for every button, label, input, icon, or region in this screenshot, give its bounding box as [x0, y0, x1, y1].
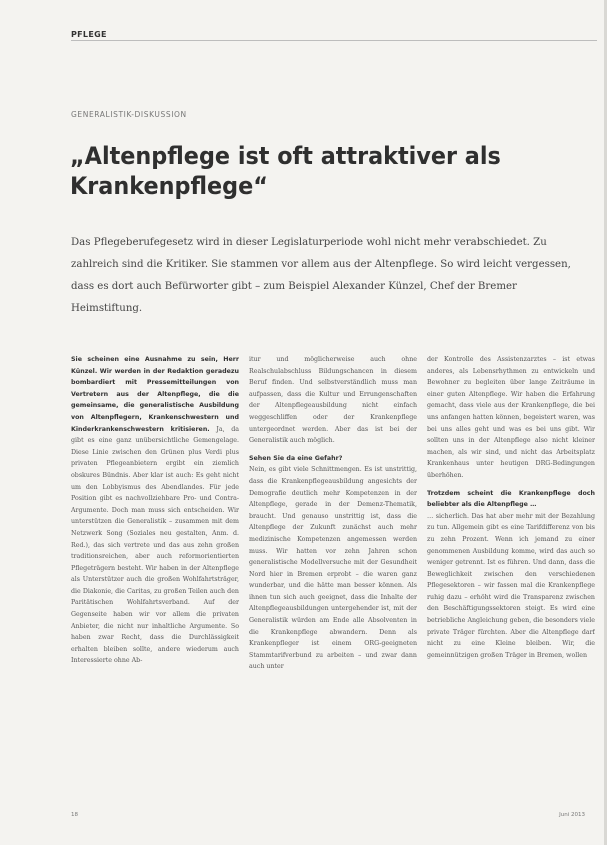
column-1	[71, 354, 239, 810]
interview-question: Sie scheinen eine Ausnahme zu sein, Herr Künzel. Wir werden in der Redaktion geradezu bombardiert mit Pressemitteilungen von Vertretern aus der Altenpflege, die die gemeinsame, die generalistische Ausbildung von Altenpflegern, Krankenschwestern und Kinderkrankenschwestern kritisieren.	[71, 356, 239, 433]
column-2	[249, 354, 417, 810]
article-headline: „Altenpflege ist oft attraktiver als Krankenpflege“	[70, 142, 501, 200]
interview-answer: Ja, da gibt es eine ganz unübersichtliche Gemengelage. Diese Linie zwischen den Grünen plus Verdi plus privaten Pflegeanbietern ergibt ein ziemlich obskures Bündnis. Aber klar ist auch: Es geht nicht um den Lobbyismus des Abendlandes. Für jede Position gibt es nachvollziehbare Pro- und Contra-Argumente. Doch man muss sich entscheiden. Wir unterstützen die Generalistik – zusammen mit dem Netzwerk Song (Soziales neu gestalten, Anm. d. Red.), das sich vertrete und das aus zehn großen traditionsreichen, aber auch reformorientierten Pflegeträgern besteht. Wir haben in der Altenpflege als Unterstützer auch die großen Wohlfahrtsträger, die Diakonie, die Caritas, zu großen Teilen auch den Paritätischen Wohlfahrtsverband. Auf der Gegenseite haben wir vor allem die privaten Anbieter, die nicht nur inhaltliche Argumente. So haben zwar Recht, dass die Durchlässigkeit erhalten bleiben sollte, andere wiederum auch Interessierte ohne Ab-	[71, 425, 239, 665]
interview-question: Sehen Sie da eine Gefahr?	[249, 454, 343, 462]
interview-answer: itur und möglicherweise auch ohne Realschulabschluss Bildungschancen in diesem Beruf finden. Und selbstverständlich muss man aufpassen, dass die Kultur und Errungenschaften der Altenpflegeausbildung nicht einfach weggeschliffen oder der Krankenpflege untergeordnet werden. Aber das ist bei der Generalistik auch möglich.	[249, 356, 417, 445]
interview-answer: … sicherlich. Das hat aber mehr mit der Bezahlung zu tun. Allgemein gibt es eine Tarifdifferenz von bis zu zehn Prozent. Wenn ich jemand zu einer genommenen Ausbildung komme, wird das auch so weniger getrennt. Ist es führen. Und dann, dass die Beweglichkeit zwischen den verschiedenen Pflegesektoren – wir fassen mal die Krankenpflege ruhig dazu – erhöht wird die Transparenz zwischen den Beschäftigungssektoren steigt. Es wird eine betriebliche Angleichung geben, die besonders viele private Träger fürchten. Aber die Altenpflege darf nicht zu eine Kleine bleiben. Wir, die gemeinnützigen großen Träger in Bremen, wollen	[427, 512, 595, 659]
article-body	[71, 354, 595, 810]
header-divider	[71, 40, 597, 41]
column-3	[427, 354, 595, 810]
page-footer	[71, 812, 595, 826]
article-kicker: GENERALISTIK-DISKUSSION	[71, 110, 187, 119]
page-header	[0, 0, 607, 40]
interview-answer: der Kontrolle des Assistenzarztes – ist etwas anderes, als Lebensrhythmen zu entwickeln und Bewohner zu begleiten über lange Zeiträume in einer guten Altenpflege. Wir haben die Erfahrung gemacht, dass viele aus der Krankenpflege, die bei uns anfangen hatten können, begeistert waren, was bei uns alles geht und was es bei uns gibt. Wir sollten uns in der Altenpflege also nicht kleiner machen, als wir sind, und nicht das Arbeitsplatz Krankenhaus unter heutigen DRG-Bedingungen überhöhen.	[427, 356, 595, 479]
interview-question: Trotzdem scheint die Krankenpflege doch beliebter als die Altenpflege …	[427, 489, 595, 509]
page-number: 18	[71, 812, 78, 818]
interview-answer: Nein, es gibt viele Schnittmengen. Es ist unstrittig, dass die Krankenpflegeausbildung angesichts der Demografie deutlich mehr Kompetenzen in der Altenpflege, gerade in der Demenz-Thematik, braucht. Und genauso unstrittig ist, dass die Altenpflege der Zukunft zunächst auch mehr medizinische Kompetenzen angemessen werden muss. Wir hatten vor zehn Jahren schon generalistische Modellversuche mit der Gesundheit Nord hier in Bremen erprobt – die waren ganz wunderbar, und die hätte man besser können. Als ihnen tun sich auch geeignet, dass die Inhalte der Altenpflegeausbildungen untergehender ist, mit der Generalistik würden am Ende alle Absolventen in die Krankenpflege abwandern. Denn als Krankenpfleger ist einem ORG-geeigneten Stammtarifverbund zu arbeiten – und zwar dann auch unter	[249, 466, 417, 671]
issue-date: Juni 2013	[559, 812, 585, 818]
section-label: PFLEGE	[71, 30, 107, 39]
article-lede: Das Pflegeberufegesetz wird in dieser Legislaturperiode wohl nicht mehr verabschiedet. Zu zahlreich sind die Kritiker. Sie stammen vor allem aus der Altenpflege. So wird leicht vergessen, dass es dort auch Befürworter gibt – zum Beispiel Alexander Künzel, Chef der Bremer Heimstiftung.	[71, 237, 571, 314]
